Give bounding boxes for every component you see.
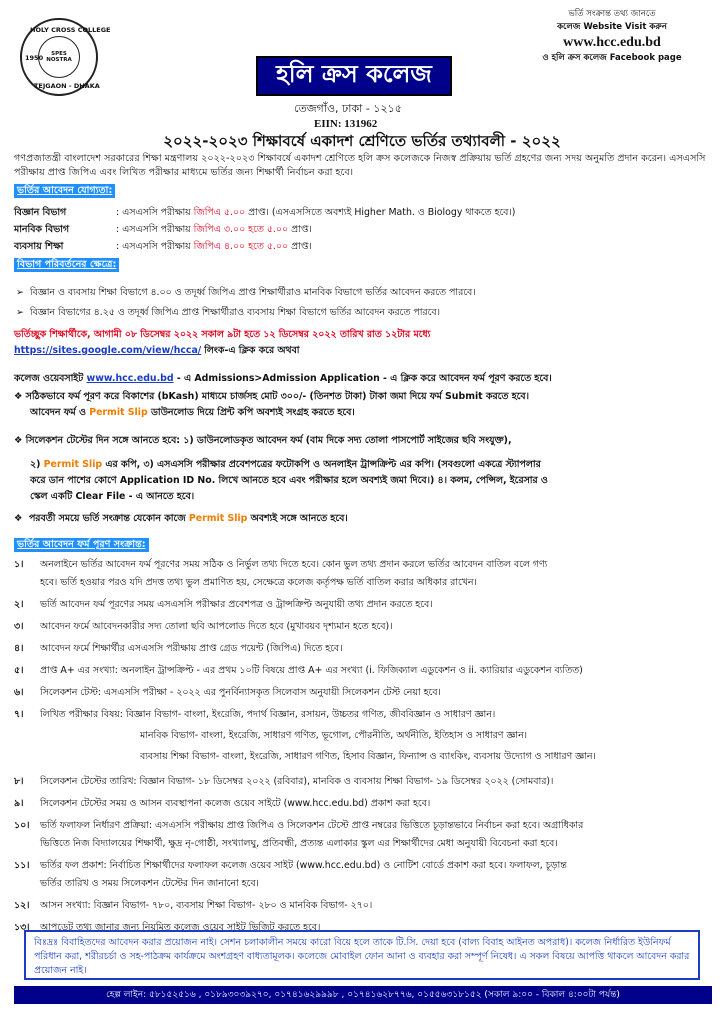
eligibility-group-label: মানবিক বিভাগ	[14, 224, 69, 235]
apply-site-row: কলেজ ওয়েবসাইট www.hcc.edu.bd - এ Admissions>Admission Application - এ ক্লিক করে আবেদন ফর্ম পূরণ করতে হবে।	[14, 373, 552, 384]
college-website-link[interactable]: www.hcc.edu.bd	[86, 373, 174, 384]
apply-deadline: ভর্তিচ্ছুক শিক্ষার্থীকে, আগামী ০৮ ডিসেম্বর ২০২২ সকাল ৯টা হতে ১২ ডিসেম্বর ২০২২ তারিখ রাত ১২টার মধ্যে	[14, 329, 431, 340]
rule-text: সিলেকশন টেস্টের তারিখ: বিজ্ঞান বিভাগ- ১৮ ডিসেম্বর ২০২২ (রবিবার), মানবিক ও ব্যবসায় শিক্ষা বিভাগ- ১৯ ডিসেম্বর ২০২২ (সোমবার)।	[40, 776, 554, 787]
diamond-bullet-icon: ❖	[14, 391, 26, 402]
rule-text: ভর্তি আবেদন ফর্ম পূরণের সময় এসএসসি পরীক্ষার প্রবেশপত্র ও ট্রান্সক্রিপ্ট অনুযায়ী তথ্য প্রদান করতে হবে।	[40, 599, 433, 610]
later-row: ❖ পরবর্তী সময়ে ভর্তি সংক্রান্ত যেকোন কাজে Permit Slip অবশ্যই সঙ্গে আনতে হবে।	[14, 513, 348, 524]
rule-number: ১১।	[14, 860, 30, 871]
eligibility-requirement: : এসএসসি পরীক্ষায় জিপিএ ৫.০০ প্রাপ্ত। (এসএসসিতে অবশ্যই Higher Math. ও Biology থাকতে হবে।)	[116, 207, 516, 218]
apply-link-row: https://sites.google.com/view/hcca/ লিংক-এ ক্লিক করে অথবা	[14, 345, 300, 356]
logo-motto: SPES NOSTRA	[46, 51, 72, 63]
logo-ring-top-text: HOLY CROSS COLLEGE	[30, 26, 111, 34]
diamond-bullet-icon: ❖	[14, 435, 26, 446]
rule-text: আবেদন ফর্মে শিক্ষার্থীর এসএসসি পরীক্ষায় প্রাপ্ত গ্রেড পয়েন্ট (জিপিএ) দিতে হবে।	[40, 643, 343, 654]
eiin-number: EIIN: 131962	[314, 118, 378, 130]
logo-ring-bottom-text: TEJGAON - DHAKA	[34, 82, 100, 90]
rule-text: ভিত্তিতে নিজ বিদ্যালয়ের শিক্ষার্থী, ক্ষুদ্র নৃ-গোষ্ঠী, সংখ্যালঘু, প্রতিবন্ধী, প্রত্যন্ত এলাকার স্কুল এর শিক্ষার্থীদের মেধা অনুযায়ী বিবেচনা করা হবে।	[40, 838, 558, 849]
rule-text: আবেদন ফর্মে আবেদনকারীর সদ্য তোলা ছবি আপলোড দিতে হবে (মুখাবয়ব দৃশ্যমান হতে হবে)।	[40, 621, 393, 632]
college-title: হলি ক্রস কলেজ	[256, 56, 452, 96]
arrow-bullet-icon: ➢	[16, 287, 30, 298]
rule-number: ৩।	[14, 621, 24, 632]
rule-text: ভর্তির তারিখ ও সময় সিলেকশন টেস্টের দিন জানানো হবে।	[40, 878, 259, 889]
diamond-bullet-icon: ❖	[14, 513, 29, 524]
website-url[interactable]: www.hcc.edu.bd	[563, 35, 661, 50]
rule-number: ৭।	[14, 709, 24, 720]
eligibility-requirement: : এসএসসি পরীক্ষায় জিপিএ ৪.০০ হতে ৫.০০ প্রাপ্ত।	[116, 241, 312, 252]
rule-number: ৫।	[14, 665, 24, 676]
rule-text: অনলাইনে ভর্তির আবেদন ফর্ম পূরণের সময় সঠিক ও নির্ভুল তথ্য দিতে হবে। কোন ভুল তথ্য প্রদান করলে ভর্তির আবেদন বাতিল বলে গণ্য	[40, 559, 548, 570]
eligibility-requirement: : এসএসসি পরীক্ষায় জিপিএ ৩.০০ হতে ৫.০০ প্রাপ্ত।	[116, 224, 312, 235]
rule-number: ১০।	[14, 820, 30, 831]
rule-number: ১২।	[14, 900, 30, 911]
website-info	[506, 8, 718, 65]
gpa-requirement: জিপিএ ৫.০০	[193, 207, 246, 218]
bring-line1: ❖ সিলেকশন টেস্টের দিন সঙ্গে আনতে হবে: ১) ডাউনলোডকৃত আবেদন ফর্ম (বাম দিকে সদ্য তোলা পাসপোর্ট সাইজের ছবি সংযুক্ত),	[14, 435, 512, 446]
bring-line2: ২) Permit Slip এর কপি, ৩) এসএসসি পরীক্ষার প্রবেশপত্রের ফটোকপি ও অনলাইন ট্রান্সক্রিপ্ট এর কপি। (সবগুলো একত্রে স্ট্যাপলার	[30, 459, 541, 470]
rule-number: ৬।	[14, 687, 24, 698]
bring-line4: স্কেল একটি Clear File - এ আনতে হবে।	[30, 491, 195, 502]
payment-row: ❖ সঠিকভাবে ফর্ম পূরণ করে বিকাশের (bKash) মাধ্যমে চার্জসহ মোট ৩০০/- (তিনশত টাকা) টাকা জমা দিয়ে ফর্ম Submit করতে হবে।	[14, 391, 529, 402]
notice-box: বিঃদ্রঃ বিবাহিতদের আবেদন করার প্রয়োজন নাই। সেশন চলাকালীন সময়ে কারো বিয়ে হলে তাকে টি.সি. দেয়া হবে (বাল্য বিবাহ আইনত অপরাধ)। কলেজ নির্ধারিত ইউনিফর্ম পরিধান করা, শরীরচর্চা ও সহ-পাঠক্রম কার্যক্রমে অংশগ্রহণ বাধ্যতামূলক। কলেজে মোবাইল ফোন আনা ও ব্যবহার করা সম্পূর্ণ নিষেধ। এ সকল বিষয়ে আপত্তি থাকলে আবেদন করার প্রয়োজন নাই।	[24, 930, 700, 980]
change-section-title: বিভাগ পরিবর্তনের ক্ষেত্রে:	[14, 258, 119, 272]
helpline-bar: হেল্প লাইন: ৫৮১৫২৫১৬ , ০১৮৯৩০৩৯২৭০, ০১৭৪১৬২৯৯৯৮ , ০১৭৪১৬২৮৭৭৬, ০১৫৫৬৩১৮১৫২ (সকাল ৯:০০ - বিকাল ৪:০০টা পর্যন্ত)	[14, 986, 712, 1004]
website-info-line2: কলেজ Website Visit করুন	[557, 22, 667, 32]
eligibility-group-label: ব্যবসায় শিক্ষা	[14, 241, 64, 252]
gpa-requirement: জিপিএ ৩.০০ হতে ৫.০০	[193, 224, 289, 235]
rule-text: ভর্তির ফল প্রকাশ: নির্বাচিত শিক্ষার্থীদের ফলাফল কলেজ ওয়েব সাইট (www.hcc.edu.bd) ও নোটিশ বোর্ডে প্রকাশ করা হবে। ফলাফল, চূড়ান্ত	[40, 860, 567, 871]
college-logo	[20, 18, 111, 96]
rule-text: আপডেট তথ্য জানার জন্য নিয়মিত কলেজ ওয়েব সাইট ভিজিট করতে হবে।	[40, 922, 321, 933]
rule-text: আসন সংখ্যা: বিজ্ঞান বিভাগ- ৭৮০, ব্যবসায় শিক্ষা বিভাগ- ২৮০ ও মানবিক বিভাগ- ২৭০।	[40, 900, 373, 911]
bring-line3: করে ডান পাশের কোণে Application ID No. লিখে আনতে হবে এবং পরীক্ষার হলে অবশ্যই জমা দিবে।) ৪। কলম, পেন্সিল, ইরেসার ও	[30, 475, 548, 486]
rule-number: ২।	[14, 599, 24, 610]
rule-number: ১৩।	[14, 922, 30, 933]
rule-number: ১।	[14, 559, 24, 570]
change-item: ➢ বিজ্ঞান বিভাগের ৪.২৫ ও তদূর্ধ্ব জিপিএ প্রাপ্ত শিক্ষার্থীরাও ব্যবসায় শিক্ষা বিভাগে ভর্তির আবেদন করতে পারবে।	[16, 307, 440, 318]
rule-text: সিলেকশন টেস্টের সময় ও আসন ব্যবস্থাপনা কলেজ ওয়েব সাইটে (www.hcc.edu.bd) প্রকাশ করা হবে।	[40, 798, 431, 809]
permit-slip-label: Permit Slip	[89, 407, 148, 418]
website-info-line1: ভর্তি সংক্রান্ত তথ্য জানতে	[568, 9, 656, 19]
form-rules-section-title: ভর্তির আবেদন ফর্ম পূরণ সংক্রান্ত:	[14, 538, 149, 552]
gpa-requirement: জিপিএ ৪.০০ হতে ৫.০০	[193, 241, 289, 252]
logo-ring-left-text: 1950	[25, 54, 44, 62]
rule-text: মানবিক বিভাগ- বাংলা, ইংরেজি, সাধারণ গণিত, ভূগোল, পৌরনীতি, অর্থনীতি, ইতিহাস ও সাধারণ জ্ঞান।	[140, 730, 528, 741]
rule-number: ৮।	[14, 776, 24, 787]
intro-paragraph: গণপ্রজাতন্ত্রী বাংলাদেশ সরকারের শিক্ষা মন্ত্রণালয় ২০২২-২০২৩ শিক্ষাবর্ষে একাদশ শ্রেণিতে হলি ক্রস কলেজকে নিজস্ব প্রক্রিয়ায় ভর্তি গ্রহণের জন্য সদয় অনুমতি প্রদান করেন। এসএসসি পরীক্ষায় প্রাপ্ত জিপিএ এবং লিখিত পরীক্ষার মাধ্যমে ভর্তির জন্য শিক্ষার্থী নির্বাচন করা হবে।	[14, 153, 706, 178]
application-link[interactable]: https://sites.google.com/view/hcca/	[14, 345, 202, 356]
rule-text: সিলেকশন টেস্ট: এসএসসি পরীক্ষা - ২০২২ এর পুনর্বিন্যাসকৃত সিলেবাস অনুযায়ী সিলেকশন টেস্ট নেয়া হবে।	[40, 687, 441, 698]
rule-text: ব্যবসায় শিক্ষা বিভাগ- বাংলা, ইংরেজি, সাধারণ গণিত, হিসাব বিজ্ঞান, ফিন্যান্স ও ব্যাংকিং, ব্যবসায় উদ্যোগ ও সাধারণ জ্ঞান।	[140, 751, 596, 762]
change-item: ➢ বিজ্ঞান ও ব্যবসায় শিক্ষা বিভাগে ৪.০০ ও তদূর্ধ্ব জিপিএ প্রাপ্ত শিক্ষার্থীরাও মানবিক বিভাগে ভর্তির আবেদন করতে পারবে।	[16, 287, 476, 298]
rule-text: হবে। ভর্তি হওয়ার পরও যদি প্রদত্ত তথ্য ভুল প্রমাণিত হয়, সেক্ষেত্রে কলেজ কর্তৃপক্ষ ভর্তি বাতিল করার অধিকার রাখেন।	[40, 577, 477, 588]
rule-text: লিখিত পরীক্ষার বিষয়: বিজ্ঞান বিভাগ- বাংলা, ইংরেজি, পদার্থ বিজ্ঞান, রসায়ন, উচ্চতর গণিত, জীববিজ্ঞান ও সাধারণ জ্ঞান।	[40, 709, 496, 720]
logo-crest-icon	[38, 36, 80, 78]
college-address: তেজগাঁও, ঢাকা - ১২১৫	[294, 102, 402, 115]
rule-number: ৪।	[14, 643, 24, 654]
facebook-line: ও হলি ক্রস কলেজ Facebook page	[542, 53, 682, 63]
rule-text: ভর্তি ফলাফল নির্ধারণ প্রক্রিয়া: এসএসসি পরীক্ষায় প্রাপ্ত জিপিএ ও সিলেকশন টেস্টে প্রাপ্ত নম্বরের ভিত্তিতে চূড়ান্তভাবে নির্বাচন করা হবে। অগ্রাধিকার	[40, 820, 584, 831]
arrow-bullet-icon: ➢	[16, 307, 30, 318]
eligibility-section-title: ভর্তির আবেদন যোগ্যতা:	[14, 184, 115, 198]
page-title: ২০২২-২০২৩ শিক্ষাবর্ষে একাদশ শ্রেণিতে ভর্তির তথ্যাবলী - ২০২২	[163, 132, 561, 150]
rule-text: প্রাপ্ত A+ এর সংখ্যা: অনলাইন ট্রান্সক্রিপ্ট - এর প্রথম ১০টি বিষয়ে প্রাপ্ত A+ এর সংখ্যা (i. ফিজিক্যাল এডুকেশন ও ii. ক্যারিয়ার এডুকেশন ব্যতিত)	[40, 665, 583, 676]
download-row: আবেদন ফর্ম ও Permit Slip ডাউনলোড দিয়ে প্রিন্ট কপি অবশ্যই সংগ্রহ করতে হবে।	[30, 407, 355, 418]
eligibility-group-label: বিজ্ঞান বিভাগ	[14, 207, 67, 218]
rule-number: ৯।	[14, 798, 24, 809]
